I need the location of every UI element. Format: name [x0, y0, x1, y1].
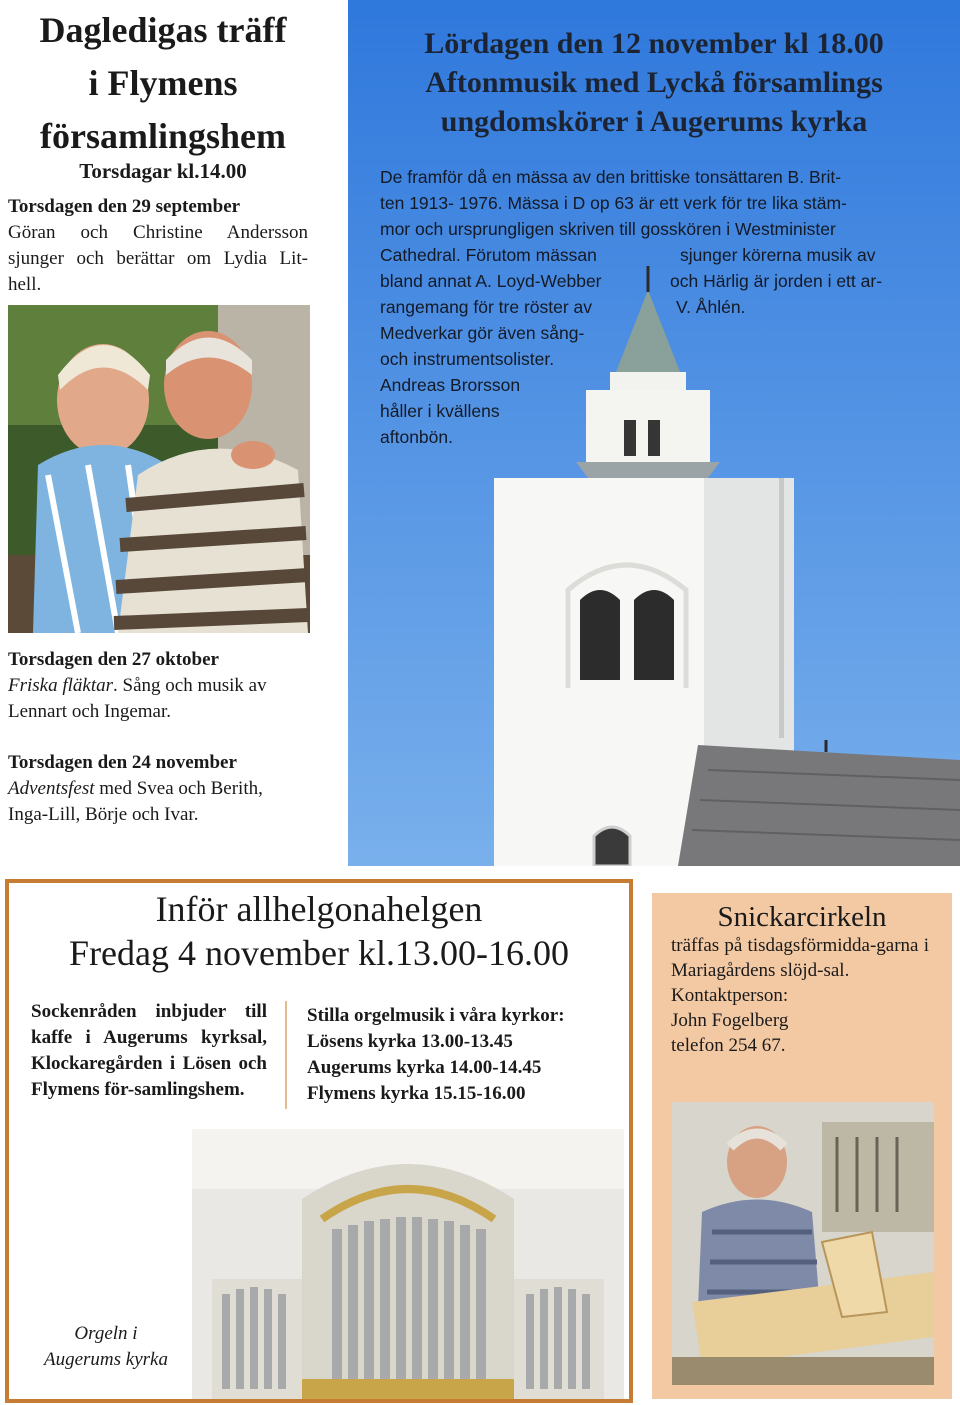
contact-line: telefon 254 67.	[671, 1035, 786, 1056]
poster-header	[8, 4, 318, 183]
concert-text-line: bland annat A. Loyd-Webber	[380, 271, 602, 291]
organ-image	[192, 1129, 624, 1399]
schedule-line: Lösens kyrka 13.00-13.45	[307, 1031, 513, 1052]
couple-photo-image	[8, 305, 310, 633]
allhelgona-box	[5, 879, 633, 1403]
concert-title-line: ungdomskörer i Augerums kyrka	[440, 105, 868, 138]
allhelgona-date: Fredag 4 november kl.13.00-16.00	[69, 933, 569, 973]
concert-text-line: Andreas Brorsson	[380, 375, 521, 395]
organ-caption	[31, 1321, 181, 1373]
concert-text-line: De framför då en mässa av den brittiske tonsättaren B. Brit-	[380, 167, 842, 187]
event-italic-title: Friska fläktar	[8, 675, 114, 696]
event-text-line: Lennart och Ingemar.	[8, 701, 172, 722]
event-text-line: sjunger och berättar om Lydia Lit-	[8, 248, 308, 269]
concert-title-line: Lördagen den 12 november kl 18.00	[424, 27, 884, 60]
church-photo-panel	[348, 0, 960, 866]
concert-text-line: mor och ursprungligen skriven till gosskören i Westminister	[380, 219, 836, 239]
concert-text-line: rangemang för tre röster av	[380, 297, 593, 317]
concert-text-line: och Härlig är jorden i ett ar-	[670, 271, 883, 291]
concert-text-line: håller i kvällens	[380, 401, 500, 421]
meeting-time: Torsdagar kl.14.00	[79, 159, 247, 183]
event-text: med Svea och Berith,	[94, 778, 263, 799]
concert-text-line: Medverkar gör även sång-	[380, 323, 585, 343]
concert-text-line: Cathedral. Förutom mässan	[380, 245, 597, 265]
snickarcirkeln-box	[652, 893, 952, 1399]
concert-title	[348, 24, 960, 141]
couple-photo	[8, 305, 310, 633]
workshop-photo	[672, 1102, 934, 1385]
divider	[285, 1001, 287, 1109]
snickarcirkeln-title: Snickarcirkeln	[717, 901, 887, 933]
caption-line: Augerums kyrka	[44, 1349, 168, 1370]
concert-text-line: aftonbön.	[380, 427, 453, 447]
contact-line: John Fogelberg	[671, 1010, 789, 1031]
organ-music-schedule	[307, 1003, 627, 1107]
woodworker-image	[672, 1102, 934, 1385]
contact-line: Kontaktperson:	[671, 985, 789, 1006]
poster-title-line-1: Dagledigas träff	[39, 10, 287, 50]
event-text: . Sång och musik av	[113, 675, 267, 696]
schedule-heading: Stilla orgelmusik i våra kyrkor:	[307, 1005, 565, 1026]
event-heading: Torsdagen den 24 november	[8, 752, 237, 773]
organ-photo	[192, 1129, 624, 1399]
allhelgona-title	[9, 887, 629, 975]
event-italic-title: Adventsfest	[8, 778, 95, 799]
schedule-line: Flymens kyrka 15.15-16.00	[307, 1083, 526, 1104]
event-29-september	[8, 194, 308, 298]
event-heading: Torsdagen den 27 oktober	[8, 649, 219, 670]
concert-text-line: och instrumentsolister.	[380, 349, 555, 369]
schedule-line: Augerums kyrka 14.00-14.45	[307, 1057, 542, 1078]
allhelgona-heading: Inför allhelgonahelgen	[155, 889, 483, 929]
concert-text-line: sjunger körerna musik av	[680, 245, 876, 265]
concert-text-line: ten 1913- 1976. Mässa i D op 63 är ett verk för tre lika stäm-	[380, 193, 847, 213]
caption-line: Orgeln i	[74, 1323, 138, 1344]
event-text-line: hell.	[8, 274, 42, 295]
snickarcirkeln-text	[671, 933, 929, 1058]
event-text-line: Inga-Lill, Börje och Ivar.	[8, 804, 199, 825]
poster-title-line-2: i Flymens	[88, 63, 238, 103]
meeting-info: träffas på tisdagsförmidda-garna i Mariagårdens slöjd-sal.	[671, 935, 929, 981]
coffee-invitation: Sockenråden inbjuder till kaffe i Augerums kyrksal, Klockaregården i Lösen och Flymens för-samlingshem.	[31, 1001, 267, 1100]
concert-title-line: Aftonmusik med Lyckå församlings	[425, 66, 883, 99]
event-27-oktober	[8, 647, 308, 725]
event-heading: Torsdagen den 29 september	[8, 196, 241, 217]
concert-text-line: V. Åhlén.	[676, 297, 746, 317]
event-24-november	[8, 750, 308, 828]
event-text-line: Göran och Christine Andersson	[8, 222, 308, 243]
poster-title-line-3: församlingshem	[40, 116, 286, 156]
